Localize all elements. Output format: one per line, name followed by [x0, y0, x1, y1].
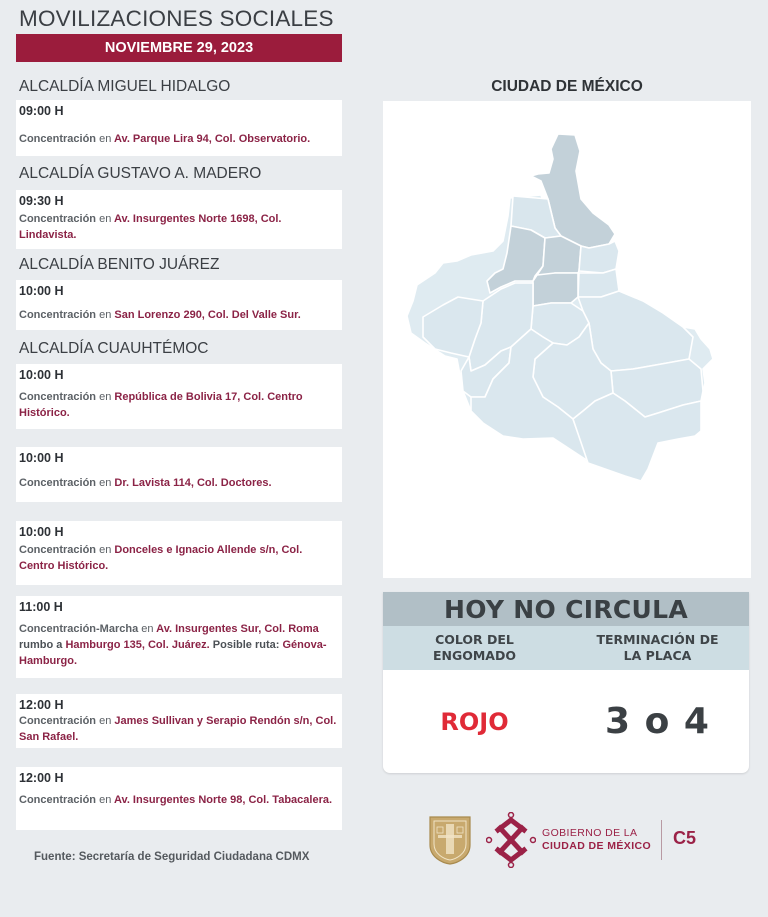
- event-connector: en: [99, 133, 112, 145]
- event-card: [16, 100, 342, 156]
- event-card: [16, 694, 342, 748]
- event-connector: rumbo a: [19, 639, 63, 651]
- event-card: [16, 596, 342, 678]
- engomado-header-line1: COLOR DEL: [435, 632, 514, 647]
- event-type: Concentración: [19, 133, 97, 145]
- placa-header: [566, 626, 749, 670]
- event-time: 10:00 H: [19, 525, 64, 539]
- event-description: [19, 792, 338, 808]
- gobierno-cdmx-emblem-icon: [486, 812, 536, 868]
- event-type: Concentración-Marcha: [19, 623, 139, 635]
- map-title: CIUDAD DE MÉXICO: [491, 78, 643, 95]
- footer-logos: [428, 812, 728, 868]
- event-description: [19, 307, 338, 323]
- event-connector: en: [99, 213, 112, 225]
- event-location: Donceles e Ignacio Allende s/n, Col. Centro Histórico.: [19, 544, 303, 572]
- event-type: Concentración: [19, 477, 97, 489]
- placa-termination-value: 3 o 4: [605, 701, 710, 742]
- event-location: Av. Parque Lira 94, Col. Observatorio.: [113, 133, 311, 145]
- event-connector: en: [99, 309, 112, 321]
- placa-header-line2: LA PLACA: [623, 648, 692, 663]
- event-time: 10:00 H: [19, 451, 64, 465]
- event-description: [19, 621, 338, 669]
- event-destination: Hamburgo 135, Col. Juárez.: [65, 639, 210, 651]
- placa-header-line1: TERMINACIÓN DE: [596, 632, 719, 647]
- event-description: [19, 131, 338, 147]
- event-description: [19, 542, 338, 574]
- event-type: Concentración: [19, 213, 97, 225]
- event-location: Av. Insurgentes Norte 1698, Col. Lindavista.: [19, 213, 282, 241]
- alcaldia-heading: ALCALDÍA MIGUEL HIDALGO: [19, 78, 231, 95]
- date-banner: NOVIEMBRE 29, 2023: [16, 34, 342, 62]
- event-time: 11:00 H: [19, 600, 63, 614]
- event-card: [16, 767, 342, 830]
- event-type: Concentración: [19, 715, 97, 727]
- event-location: Av. Insurgentes Norte 98, Col. Tabacalera.: [113, 794, 333, 806]
- event-route: Génova-Hamburgo.: [19, 639, 327, 667]
- event-location: San Lorenzo 290, Col. Del Valle Sur.: [114, 309, 301, 321]
- event-type: Concentración: [19, 309, 97, 321]
- event-card: [16, 447, 342, 502]
- event-type: Concentración: [19, 794, 97, 806]
- hoy-no-circula-values: [383, 670, 749, 773]
- alcaldia-heading: ALCALDÍA BENITO JUÁREZ: [19, 256, 220, 273]
- event-connector: en: [99, 544, 112, 556]
- event-type: Concentración: [19, 544, 97, 556]
- gobierno-cdmx-wordmark: [542, 827, 651, 853]
- event-description: [19, 475, 338, 491]
- event-connector: en: [99, 794, 112, 806]
- event-card: [16, 280, 342, 330]
- event-type: Concentración: [19, 391, 97, 403]
- source-note: Fuente: Secretaría de Seguridad Ciudadana CDMX: [34, 851, 310, 863]
- alcaldia-heading: ALCALDÍA CUAUHTÉMOC: [19, 340, 209, 357]
- logo-divider: [661, 820, 662, 860]
- alcaldia-heading: ALCALDÍA GUSTAVO A. MADERO: [19, 165, 262, 182]
- event-time: 12:00 H: [19, 771, 64, 785]
- c5-logo: C5: [673, 828, 697, 848]
- event-time: 10:00 H: [19, 368, 64, 382]
- event-location: Dr. Lavista 114, Col. Doctores.: [114, 477, 272, 489]
- event-connector: en: [141, 623, 154, 635]
- hoy-no-circula-subheader: [383, 626, 749, 670]
- event-time: 09:30 H: [19, 194, 64, 208]
- event-location: James Sullivan y Serapio Rendón s/n, Col. San Rafael.: [19, 715, 337, 743]
- cdmx-map-graphic: [383, 101, 751, 578]
- event-time: 09:00 H: [19, 104, 64, 118]
- gov-line1: GOBIERNO DE LA: [542, 827, 638, 839]
- event-time: 12:00 H: [19, 698, 64, 712]
- event-route-label: Posible ruta:: [212, 639, 280, 651]
- page-title: MOVILIZACIONES SOCIALES: [19, 6, 334, 31]
- event-connector: en: [99, 715, 112, 727]
- event-card: [16, 521, 342, 585]
- event-time: 10:00 H: [19, 284, 64, 298]
- event-connector: en: [99, 477, 112, 489]
- cdmx-map: [383, 101, 751, 578]
- event-location: Av. Insurgentes Sur, Col. Roma: [156, 623, 319, 635]
- event-card: [16, 364, 342, 429]
- hoy-no-circula-title: HOY NO CIRCULA: [383, 592, 749, 626]
- engomado-header: [383, 626, 566, 670]
- hoy-no-circula-panel: [383, 592, 749, 773]
- cdmx-shield-icon: [428, 815, 472, 865]
- event-connector: en: [99, 391, 112, 403]
- gov-line2: CIUDAD DE MÉXICO: [542, 840, 652, 852]
- engomado-header-line2: ENGOMADO: [432, 648, 516, 663]
- engomado-color-value: ROJO: [440, 707, 509, 736]
- event-description: [19, 211, 338, 243]
- event-card: [16, 190, 342, 249]
- event-description: [19, 713, 338, 745]
- event-location: República de Bolivia 17, Col. Centro Histórico.: [19, 391, 303, 419]
- event-description: [19, 389, 338, 421]
